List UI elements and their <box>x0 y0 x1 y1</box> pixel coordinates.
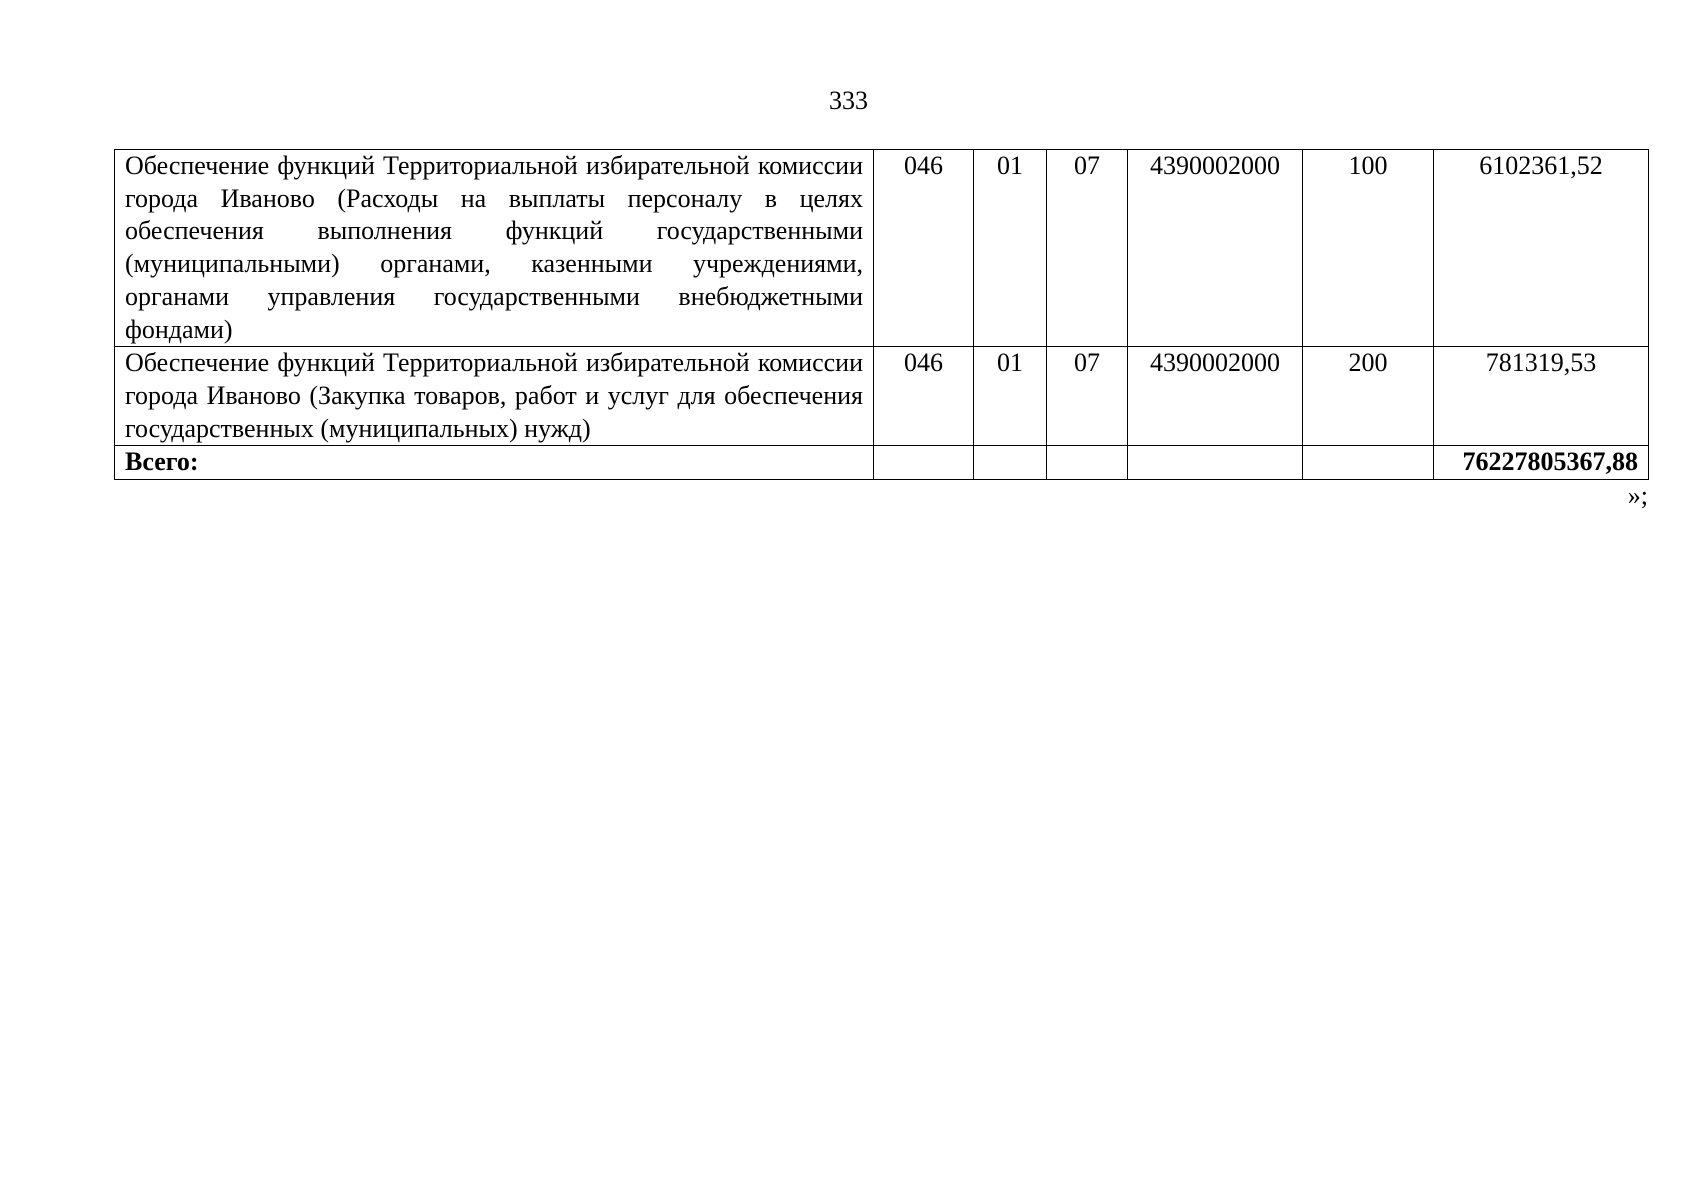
total-label: Всего: <box>115 446 874 480</box>
section-code: 01 <box>974 347 1047 446</box>
total-amount: 76227805367,88 <box>1434 446 1649 480</box>
ministry-code: 046 <box>874 150 974 347</box>
row-name: Обеспечение функций Территориальной избирательной комиссии города Иваново (Закупка товаров, работ и услуг для обеспечения государственных (муниципальных) нужд) <box>115 347 874 446</box>
empty-cell <box>1128 446 1303 480</box>
closing-quote-mark: »; <box>1627 481 1648 510</box>
target-code: 4390002000 <box>1128 347 1303 446</box>
empty-cell <box>1047 446 1128 480</box>
section-code: 01 <box>974 150 1047 347</box>
expense-type-code: 200 <box>1303 347 1434 446</box>
amount: 6102361,52 <box>1434 150 1649 347</box>
expense-type-code: 100 <box>1303 150 1434 347</box>
empty-cell <box>974 446 1047 480</box>
subsection-code: 07 <box>1047 347 1128 446</box>
table-row <box>115 347 1649 446</box>
page-number: 333 <box>829 86 868 115</box>
empty-cell <box>1303 446 1434 480</box>
target-code: 4390002000 <box>1128 150 1303 347</box>
amount: 781319,53 <box>1434 347 1649 446</box>
ministry-code: 046 <box>874 347 974 446</box>
table-row <box>115 150 1649 347</box>
subsection-code: 07 <box>1047 150 1128 347</box>
budget-table <box>114 149 1649 480</box>
row-name: Обеспечение функций Территориальной избирательной комиссии города Иваново (Расходы на выплаты персоналу в целях обеспечения выполнения функций государственными (муниципальными) органами, казенными учреждениями, органами управления государственными внебюджетными фондами) <box>115 150 874 347</box>
total-row <box>115 446 1649 480</box>
empty-cell <box>874 446 974 480</box>
